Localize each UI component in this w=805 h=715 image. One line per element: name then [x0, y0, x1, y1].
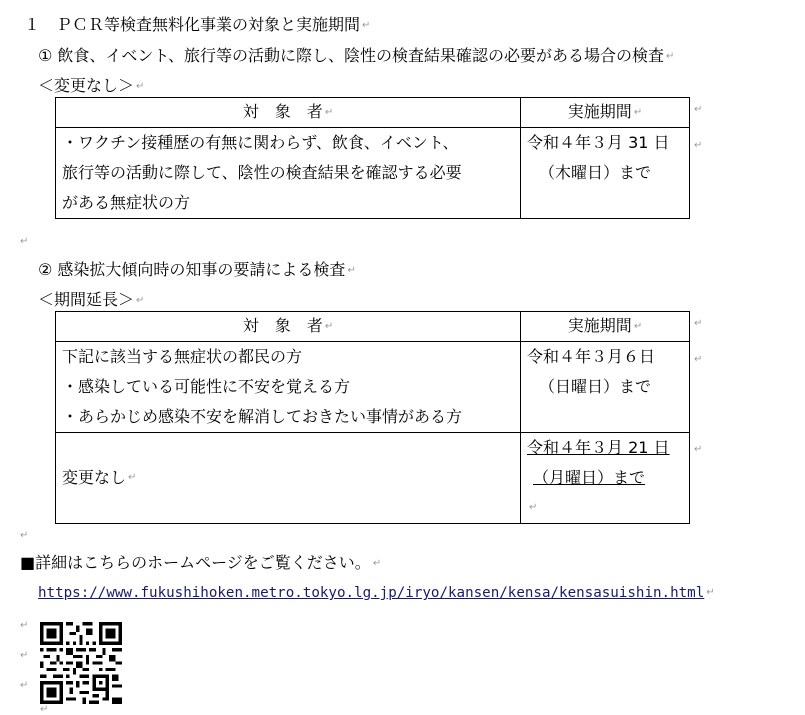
row-end-mark: ↵	[694, 318, 703, 329]
section1-title	[38, 43, 674, 66]
row-end-mark: ↵	[694, 140, 703, 151]
header-period	[521, 312, 690, 342]
cell-mark: ↵	[633, 320, 643, 332]
header-target	[56, 98, 521, 128]
paragraph-mark: ↵	[362, 20, 371, 31]
paragraph-mark: ↵	[136, 81, 145, 92]
table-row	[56, 341, 690, 432]
table-header-row	[56, 98, 690, 128]
section2-title	[38, 257, 356, 280]
row-end-mark: ↵	[694, 354, 703, 365]
header-target-text: 対 象 者	[242, 102, 323, 121]
section1-status	[38, 73, 144, 96]
section1-status-text: ＜変更なし＞	[38, 76, 135, 95]
period-line: （木曜日）まで	[539, 162, 652, 182]
paragraph-mark: ↵	[40, 704, 49, 715]
qr-code-icon[interactable]	[40, 622, 122, 704]
header-target	[56, 312, 521, 342]
target-text: 変更なし	[62, 467, 127, 487]
section2-title-text: ② 感染拡大傾向時の知事の要請による検査	[38, 260, 346, 279]
target-line: がある無症状の方	[62, 192, 191, 212]
main-heading-text: １ ＰＣＲ等検査無料化事業の対象と実施期間	[24, 15, 361, 34]
main-heading	[24, 12, 370, 35]
section2-status-text: ＜期間延長＞	[38, 290, 135, 309]
row-end-mark: ↵	[694, 104, 703, 115]
period-cell	[521, 432, 690, 524]
target-line: ・あらかじめ感染不安を解消しておきたい事情がある方	[62, 406, 463, 426]
cell-mark: ↵	[128, 472, 137, 483]
header-period	[521, 98, 690, 128]
period-line: （日曜日）まで	[539, 376, 652, 396]
target-cell	[56, 127, 521, 218]
target-cell	[56, 341, 521, 432]
section1-table	[55, 97, 690, 219]
header-target-text: 対 象 者	[242, 316, 323, 335]
target-cell	[56, 432, 521, 524]
target-line: 旅行等の活動に際して、陰性の検査結果を確認する必要	[62, 162, 462, 182]
header-period-text: 実施期間	[567, 102, 632, 121]
target-line: 下記に該当する無症状の都民の方	[62, 346, 303, 366]
row-end-mark: ↵	[694, 444, 703, 455]
paragraph-mark: ↵	[706, 587, 715, 598]
period-cell	[521, 127, 690, 218]
target-line: ・ワクチン接種歴の有無に関わらず、飲食、イベント、	[62, 132, 459, 152]
paragraph-mark: ↵	[20, 680, 29, 691]
paragraph-mark: ↵	[136, 295, 145, 306]
period-cell	[521, 341, 690, 432]
paragraph-mark: ↵	[20, 530, 29, 541]
paragraph-mark: ↵	[20, 650, 29, 661]
paragraph-mark: ↵	[372, 558, 382, 569]
cell-mark: ↵	[633, 106, 643, 118]
section1-title-text: ① 飲食、イベント、旅行等の活動に際し、陰性の検査結果確認の必要がある場合の検査	[38, 46, 664, 65]
paragraph-mark: ↵	[347, 265, 356, 276]
section2-status	[38, 287, 144, 310]
paragraph-mark: ↵	[20, 236, 29, 247]
header-period-text: 実施期間	[567, 316, 632, 335]
details-text: ■詳細はこちらのホームページをご覧ください。	[20, 553, 371, 572]
cell-mark: ↵	[324, 106, 334, 118]
period-line: 令和４年３月 31 日	[527, 132, 670, 152]
period-line: 令和４年３月６日	[527, 346, 656, 366]
target-line: ・感染している可能性に不安を覚える方	[62, 376, 351, 396]
section2-table	[55, 311, 690, 524]
period-line: （月曜日）まで	[533, 467, 646, 487]
cell-mark: ↵	[529, 502, 538, 513]
period-line: 令和４年３月 21 日	[527, 437, 670, 457]
cell-mark: ↵	[324, 320, 334, 332]
details-url-line	[38, 582, 715, 601]
paragraph-mark: ↵	[666, 51, 675, 62]
table-row	[56, 127, 690, 218]
details-link[interactable]: https://www.fukushihoken.metro.tokyo.lg.jp/iryo/kansen/kensa/kensasuishin.html	[38, 585, 705, 601]
details-line	[20, 550, 381, 573]
table-header-row	[56, 312, 690, 342]
paragraph-mark: ↵	[20, 620, 29, 631]
table-row	[56, 432, 690, 524]
